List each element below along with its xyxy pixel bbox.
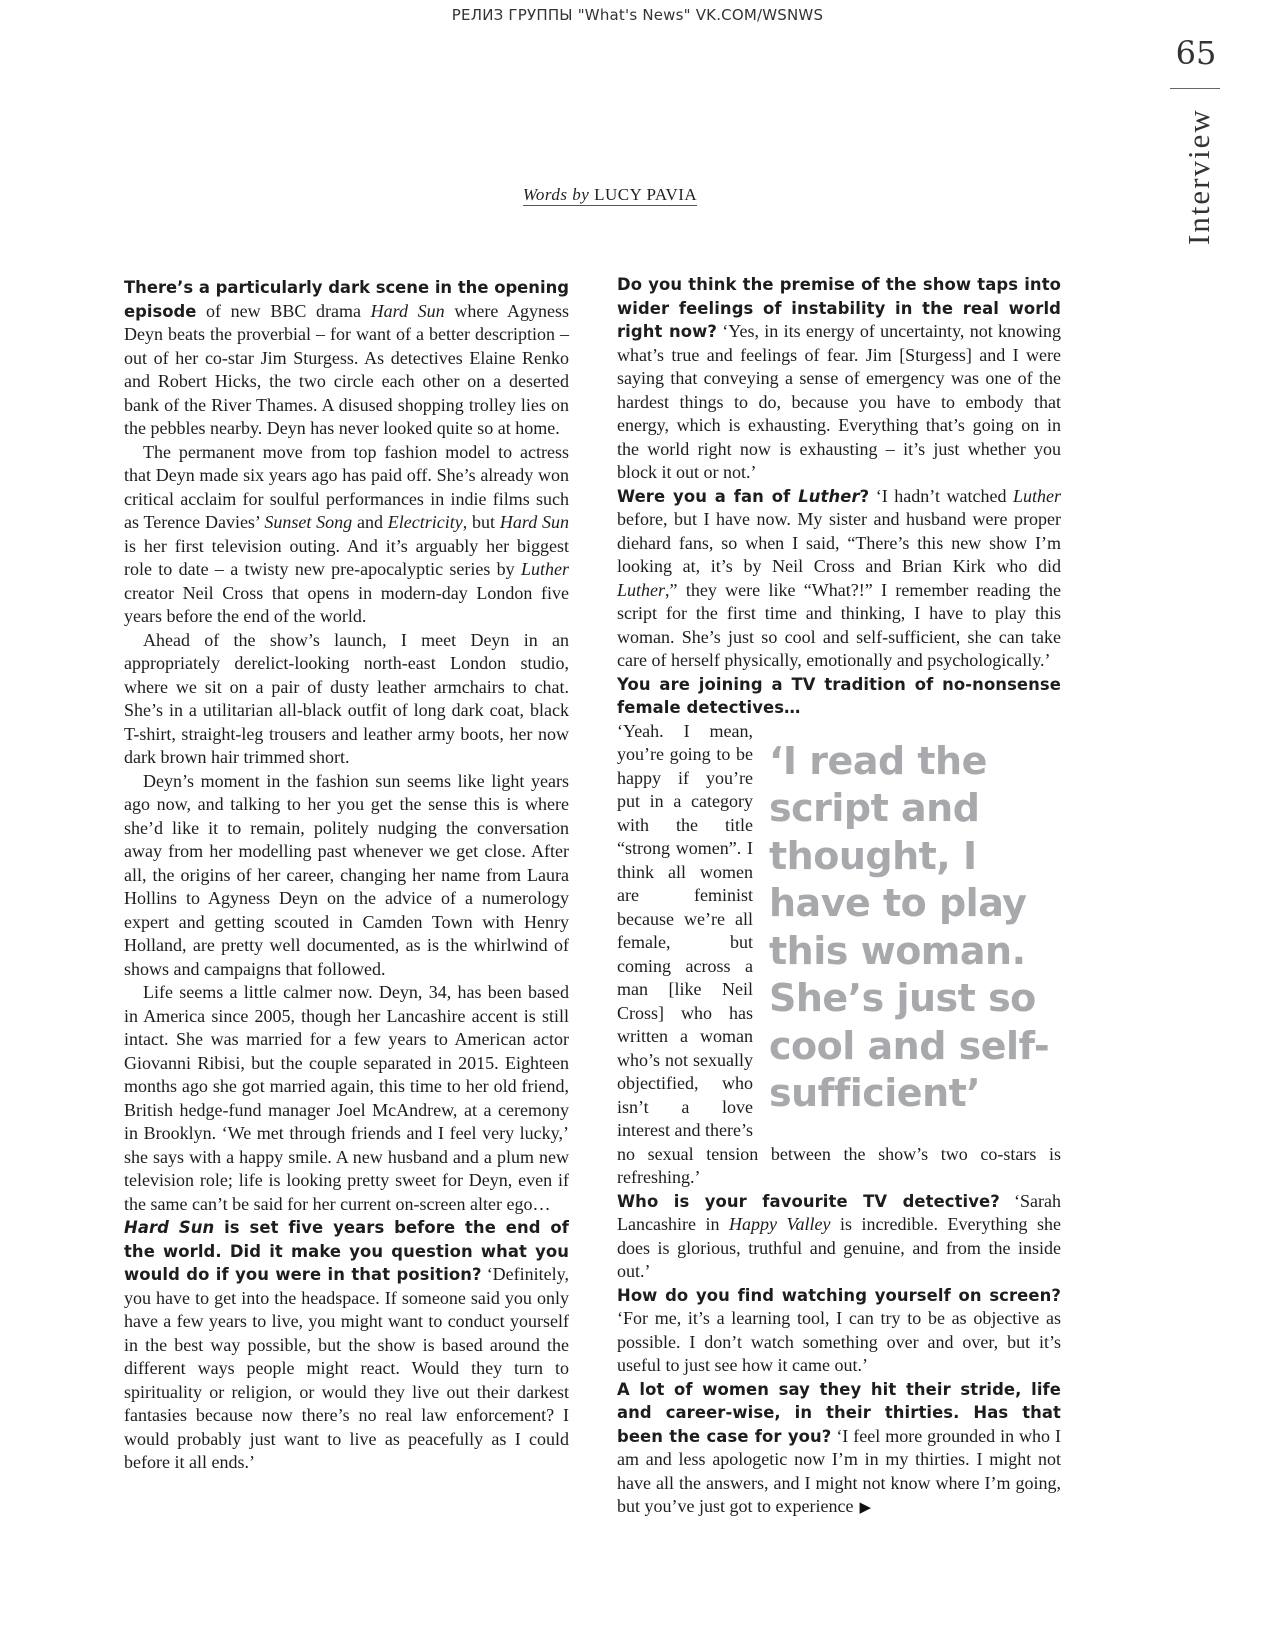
body-paragraph: Deyn’s moment in the fashion sun seems like light years ago now, and talking to her you get the sense this is where she’d like it to remain, politely nudging the conversation away from her modelling past whenever we get close. After all, the origins of her career, changing her name from Laura Hollins to Agyness Deyn on the advice of a numerology expert and getting scouted in Camden Town with Henry Holland, are pretty well documented, as is the whirlwind of shows and campaigns that followed.: [124, 770, 569, 979]
text-run: Were you a fan of: [617, 486, 799, 506]
page-number-rule: [1170, 88, 1220, 89]
body-paragraph: Life seems a little calmer now. Deyn, 34, has been based in America since 2005, though her Lancashire accent is still intact. She was married for a few years to American actor Giovanni Ribisi, but the couple separated in 2015. Eighteen months ago she got married again, this time to her old friend, British hedge-fund manager Joel McAndrew, at a ceremony in Brooklyn. ‘We met through friends and I feel very lucky,’ she says with a happy smile. A new husband and a plum new television role; life is looking pretty sweet for Deyn, even if the same can’t be said for her current on-screen alter ego…: [124, 982, 569, 1214]
qa-paragraph: [617, 1284, 1061, 1378]
continue-arrow-icon: ▶: [859, 1500, 871, 1516]
qa-paragraph: [617, 1378, 1061, 1521]
film-title: Sunset Song: [264, 512, 353, 532]
interview-answer: ‘Yes, in its energy of uncertainty, not knowing what’s true and feelings of fear. Jim [Sturgess] and I were saying that conveying a sense of emergency was one of the hardest things to do, because you have to embody that energy, which is exhausting. Everything that’s going on in the world right now is exhausting – it’s just whether you block it out or not.’: [617, 321, 1061, 482]
interview-answer: ‘Definitely, you have to get into the headspace. If someone said you only have a few years to live, you might want to conduct yourself in the best way possible, but the show is based around the different ways people might react. Would they turn to spirituality or religion, or would they live out their darkest fantasies because now there’s no real law enforcement? I would probably just want to live as peacefully as I could before it all ends.’: [124, 1264, 569, 1472]
interview-answer: ‘Yeah. I mean, you’re going to be happy if you’re put in a category with the title “strong women”. I think all women are feminist because we’re all female, but coming across a man [like Neil Cross] who has written a woman who’s not sexually objectified, who isn’t a love interest and there’s no sexual tension between the show’s two co-stars is refreshing.’: [617, 720, 1061, 1187]
article-column-left: [124, 276, 569, 1546]
show-title: Luther: [617, 579, 666, 600]
film-title: Electricity: [387, 512, 463, 532]
qa-paragraph: [617, 273, 1061, 485]
page-number: 65: [1175, 34, 1217, 72]
text-run: ‘I hadn’t watched: [869, 485, 1013, 506]
show-title: Happy Valley: [729, 1214, 831, 1234]
qa-paragraph: [617, 1190, 1061, 1284]
text-run: ‘Sarah Lancashire in: [617, 1190, 1062, 1234]
show-title: Luther: [1012, 485, 1061, 506]
text-run: ?: [859, 486, 870, 506]
interview-question: Do you think the premise of the show taps into wider feelings of instability in the real world right now?: [617, 275, 1061, 341]
text-run: The permanent move from top fashion model to actress that Deyn made six years ago has paid off. She’s already won critical acclaim for soulful performances in indie films such as Terence Davies’: [124, 441, 569, 532]
interview-question: How do you find watching yourself on screen?: [617, 1285, 1061, 1305]
section-label: Interview: [1181, 108, 1216, 245]
show-title: Hard Sun: [370, 300, 445, 321]
interview-question: A lot of women say they hit their stride, life and career-wise, in their thirties. Has that been the case for you?: [617, 1379, 1061, 1446]
text-run: and: [352, 512, 388, 532]
text-run: before, but I have now. My sister and husband were proper diehard fans, so when I said, “There’s this new show I’m looking at, it’s by Neil Cross and Brian Kirk who did: [617, 509, 1061, 576]
pull-quote: ‘I read the script and thought, I have to play this woman. She’s just so cool and self-sufficient’: [769, 738, 1050, 1115]
text-run: creator Neil Cross that opens in modern-day London five years before the end of the world.: [124, 582, 569, 626]
qa-paragraph: [617, 673, 1061, 720]
byline-prefix: Words by: [522, 185, 590, 204]
byline: [400, 185, 820, 205]
interview-question: [617, 487, 869, 506]
text-run: is incredible. Everything she does is glorious, truthful and genuine, and from the inside out.’: [617, 1214, 1062, 1281]
interview-answer: ‘I feel more grounded in who I am and less apologetic now I’m in my thirties. I might not have all the answers, and I might not know where I’m going, but you’ve just got to experience: [617, 1425, 1061, 1516]
show-title: Luther: [520, 559, 569, 579]
qa-paragraph: [124, 1216, 569, 1475]
text-run: of new BBC drama: [196, 300, 371, 321]
show-title: Hard Sun: [124, 1218, 215, 1237]
article-column-right: [617, 273, 1061, 1553]
show-title: Luther: [798, 486, 860, 506]
byline-author: LUCY PAVIA: [594, 185, 698, 204]
header-banner: РЕЛИЗ ГРУППЫ "What's News" VK.COM/WSNWS: [451, 6, 824, 24]
intro-paragraph: [124, 276, 569, 441]
body-paragraph: [124, 441, 569, 629]
body-paragraph: Ahead of the show’s launch, I meet Deyn in an appropriately derelict-looking north-east London studio, where we sit on a pair of dusty leather armchairs to chat. She’s in a utilitarian all-black outfit of long dark coat, black T-shirt, straight-leg trousers and leather army boots, her now dark brown hair trimmed short.: [124, 629, 569, 767]
text-run: where Agyness Deyn beats the proverbial – for want of a better description – out of her co-star Jim Sturgess. As detectives Elaine Renko and Robert Hicks, the two circle each other on a deserted bank of the River Thames. A disused shopping trolley lies on the pebbles nearby. Deyn has never looked quite so at home.: [124, 300, 569, 438]
intro-lead: There’s a particularly dark scene in the opening episode: [124, 278, 569, 321]
text-run: , but: [462, 512, 500, 532]
qa-paragraph: [617, 485, 1061, 673]
text-run: is her first television outing. And it’s arguably her biggest role to date – a twisty new pre-apocalyptic series by: [124, 535, 569, 579]
show-title: Hard Sun: [499, 512, 569, 532]
text-run: ,” they were like “What?!” I remember reading the script for the first time and thinking, I have to play this woman. She’s just so cool and self-sufficient, she can take care of herself physically, emotionally and psychologically.’: [617, 579, 1061, 670]
interview-question: Who is your favourite TV detective?: [617, 1191, 1000, 1211]
interview-question: You are joining a TV tradition of no-nonsense female detectives…: [617, 674, 1061, 717]
text-run: is set five years before the end of the world. Did it make you question what you would do if you were in that position?: [124, 1218, 569, 1284]
interview-answer: ‘For me, it’s a learning tool, I can try to be as objective as possible. I don’t watch something over and over, but it’s useful to just see how it came out.’: [617, 1308, 1061, 1375]
